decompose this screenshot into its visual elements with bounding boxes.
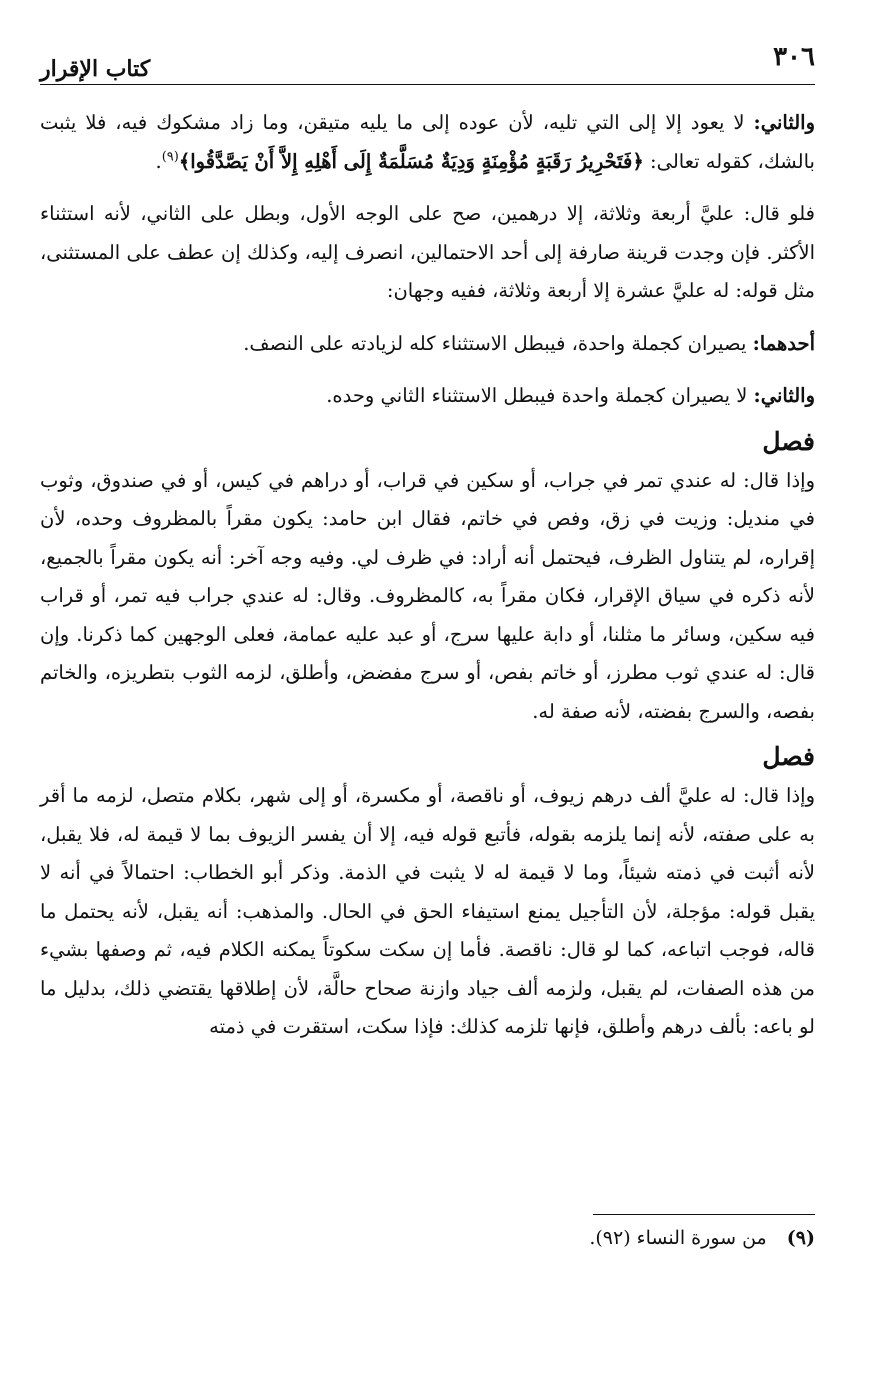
paragraph-text: يصيران كجملة واحدة، فيبطل الاستثناء كله لزيادته على النصف. bbox=[243, 331, 747, 355]
paragraph-lead: والثاني: bbox=[753, 111, 815, 134]
footnote-reference: (٩) bbox=[161, 149, 179, 164]
paragraph-end: . bbox=[155, 149, 162, 173]
page-number: ٣٠٦ bbox=[773, 42, 815, 72]
quran-verse: ﴿فَتَحْرِيرُ رَقَبَةٍ مُؤْمِنَةٍ وَدِيَةٌ مُسَلَّمَةٌ إِلَى أَهْلِهِ إِلاَّ أَنْ يَصَّدَّقُوا﴾ bbox=[178, 149, 644, 173]
footnote-divider bbox=[593, 1214, 815, 1215]
paragraph-text: لا يصيران كجملة واحدة فيبطل الاستثناء الثاني وحده. bbox=[326, 384, 748, 407]
paragraph-containers: وإذا قال: له عندي تمر في جراب، أو سكين في قراب، أو دراهم في كيس، أو في صندوق، وثوب في منديل: وزيت في زق، وفص في خاتم، فقال ابن حامد: يكون مقراً بالمظروف وحده، لأن إقراره، لم يتناول الظرف، فيحتمل أنه أراد: في ظرف لي. وفيه وجه آخر: أنه يكون مقراً بالجميع، لأنه ذكره في سياق الإقرار، فكان مقراً به، كالمظروف. وقال: له عندي جراب فيه تمر، أو قراب فيه سكين، وسائر ما مثلنا، أو دابة عليها سرج، أو عبد عليه عمامة، فعلى الوجهين كما ذكرنا. وإن قال: له عندي ثوب مطرز، أو خاتم بفص، أو سرج مفضض، وأطلق، لزمه الثوب بتطريزه، والخاتم بفصه، والسرج بفضته، لأنه صفة له. bbox=[40, 468, 815, 723]
paragraph-first-aspect bbox=[40, 325, 815, 364]
paragraph-second-aspect bbox=[40, 377, 815, 416]
paragraph-lead: أحدهما: bbox=[752, 331, 815, 355]
footnote-number: (٩) bbox=[786, 1227, 815, 1249]
page-header bbox=[40, 34, 815, 85]
paragraph-text: لا يعود إلا إلى التي تليه، لأن عوده إلى ما يليه متيقن، وما زاد مشكوك فيه، فلا يثبت بالشك، كقوله تعالى: bbox=[40, 111, 815, 173]
running-title: كتاب الإقرار bbox=[40, 56, 151, 82]
page-body bbox=[40, 104, 815, 1047]
paragraph-second-view bbox=[40, 104, 815, 181]
footnote bbox=[40, 1222, 815, 1254]
paragraph-lead: والثاني: bbox=[753, 384, 815, 407]
footnote-text: من سورة النساء (٩٢). bbox=[589, 1227, 767, 1249]
paragraph-example: فلو قال: عليَّ أربعة وثلاثة، إلا درهمين، صح على الوجه الأول، وبطل على الثاني، لأنه استثناء الأكثر. فإن وجدت قرينة صارفة إلى أحد الاحتمالين، انصرف إليه، وكذلك إن عطف على المستثنى، مثل قوله: له عليَّ عشرة إلا أربعة وثلاثة، ففيه وجهان: bbox=[40, 202, 815, 302]
section-heading: فصل bbox=[762, 426, 815, 456]
section-heading: فصل bbox=[762, 742, 815, 771]
paragraph-counterfeit-dirhams: وإذا قال: له عليَّ ألف درهم زيوف، أو ناقصة، أو مكسرة، أو إلى شهر، بكلام متصل، لزمه ما أقر به على صفته، لأنه إنما يلزمه بقوله، فأتبع قوله فيه، إلا أن يفسر الزيوف بما لا قيمة له، فلا يقبل، لأنه أثبت في ذمته شيئاً، وما لا قيمة له لا يثبت في الذمة. وذكر أبو الخطاب: احتمالاً في أنه لا يقبل قوله: مؤجلة، لأن التأجيل يمنع استيفاء الحق في الحال. والمذهب: أنه يقبل، لأنه يحتمل ما قاله، فوجب اتباعه، كما لو قال: ناقصة. فأما إن سكت سكوتاً يمكنه الكلام فيه، ثم وصفها بشيء من هذه الصفات، لم يقبل، ولزمه ألف جياد وازنة صحاح حالَّة، لأن إطلاقها يقتضي ذلك، بدليل ما لو باعه: بألف درهم وأطلق، فإنها تلزمه كذلك: فإذا سكت، استقرت في ذمته bbox=[40, 784, 815, 1038]
